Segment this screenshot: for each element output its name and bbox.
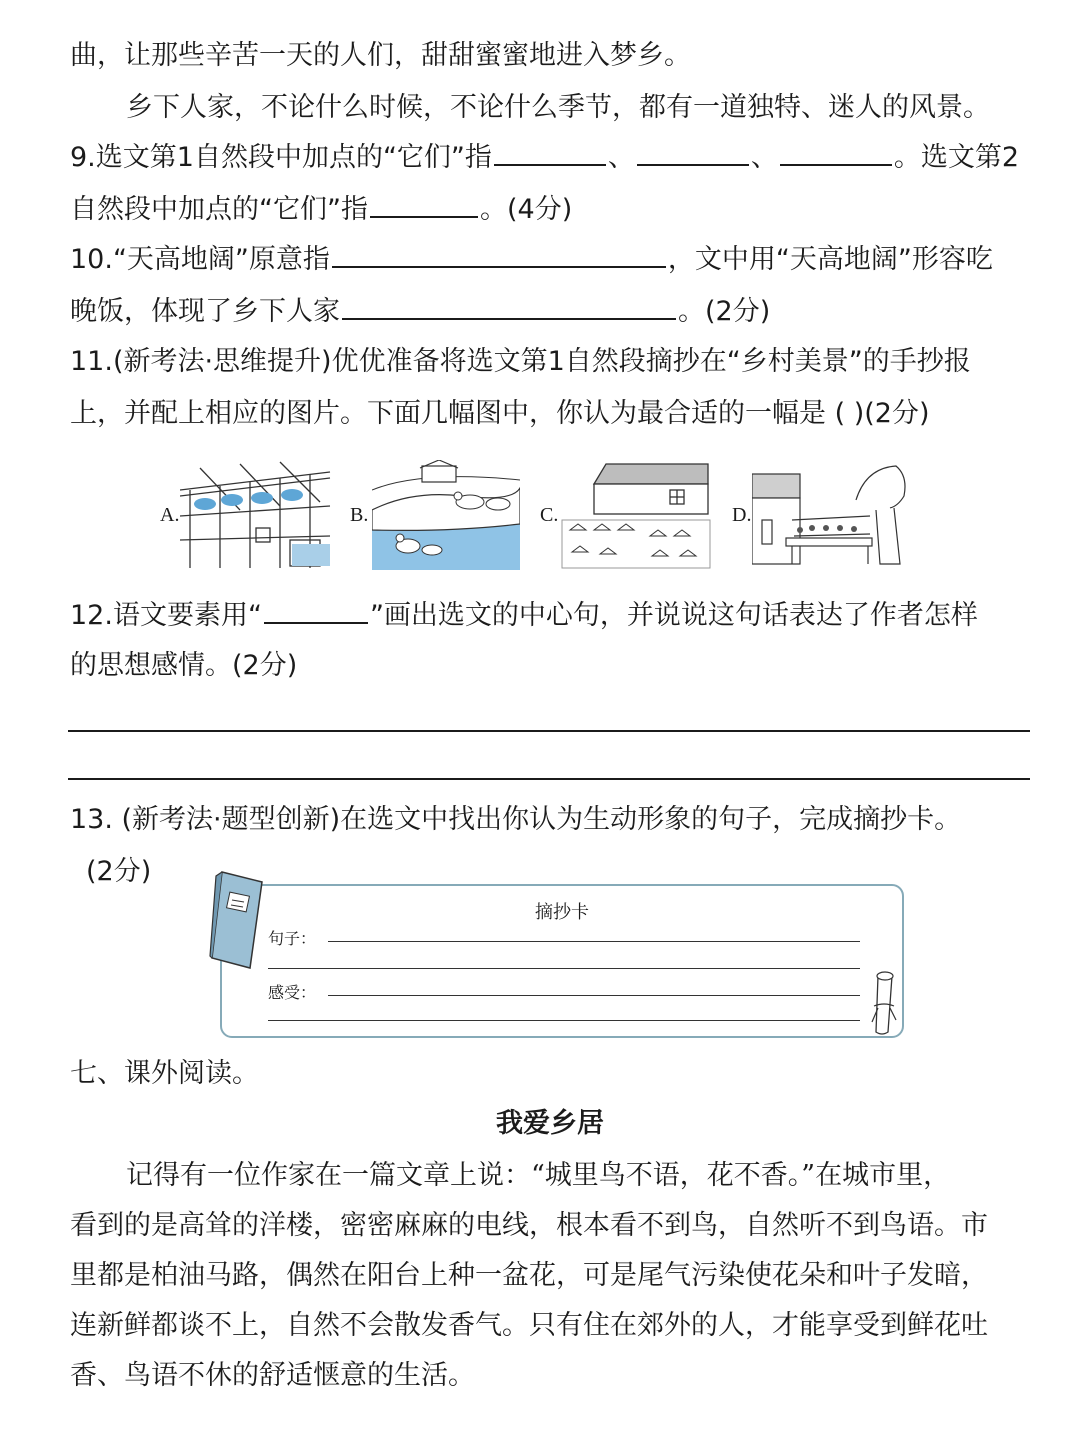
scroll-icon: [866, 968, 902, 1040]
q9-sep-2: 、: [750, 142, 778, 173]
question-11-line-2: 上，并配上相应的图片。下面几幅图中，你认为最合适的一幅是 ( )(2分): [70, 398, 930, 429]
sentence-line-1[interactable]: [328, 941, 860, 942]
sentence-label: 句子：: [268, 929, 317, 948]
q9-blank-3[interactable]: [780, 138, 892, 166]
excerpt-card: [220, 884, 904, 1038]
q10-blank-2[interactable]: [342, 292, 676, 320]
question-13-line-1: 13. (新考法·题型创新)在选文中找出你认为生动形象的句子，完成摘抄卡。: [70, 804, 962, 835]
q12-underline-sample: [264, 596, 368, 624]
question-12-line-2: 的思想感情。(2分): [70, 650, 298, 681]
q12-answer-line-1[interactable]: [68, 730, 1030, 732]
sentence-line-2[interactable]: [268, 968, 860, 969]
q9-text-2: 。选文第2: [893, 142, 1020, 173]
q12-answer-line-2[interactable]: [68, 778, 1030, 780]
q9-blank-1[interactable]: [494, 138, 606, 166]
option-a-picture[interactable]: [180, 460, 332, 570]
feeling-label: 感受：: [268, 983, 317, 1002]
question-9-line-2: [70, 190, 572, 230]
q10-blank-1[interactable]: [332, 240, 666, 268]
q12-text-2: ”画出选文的中心句，并说说这句话表达了作者怎样: [369, 600, 978, 631]
passage-line-1: 曲，让那些辛苦一天的人们，甜甜蜜蜜地进入梦乡。: [70, 40, 691, 71]
q9-text-1: 9.选文第1自然段中加点的“它们”指: [70, 142, 492, 173]
section-7-heading: 七、课外阅读。: [70, 1058, 259, 1089]
option-d-label[interactable]: D.: [732, 504, 752, 526]
q9-blank-2[interactable]: [637, 138, 749, 166]
reading-line-2: 看到的是高耸的洋楼，密密麻麻的电线，根本看不到鸟，自然听不到鸟语。市: [70, 1210, 988, 1241]
reading-line-1: 记得有一位作家在一篇文章上说：“城里鸟不语，花不香。”在城市里，: [126, 1160, 951, 1191]
question-13-points: (2分): [86, 856, 152, 887]
option-b-label[interactable]: B.: [350, 504, 369, 526]
feeling-line-1[interactable]: [328, 995, 860, 996]
reading-line-3: 里都是柏油马路，偶然在阳台上种一盆花，可是尾气污染使花朵和叶子发暗，: [70, 1260, 988, 1291]
q10-text-2: ，文中用“天高地阔”形容吃: [667, 244, 993, 275]
q9-blank-4[interactable]: [370, 190, 478, 218]
q12-text-1: 12.语文要素用“: [70, 600, 262, 631]
question-9-line-1: [70, 138, 1019, 178]
feeling-line-2[interactable]: [268, 1020, 860, 1021]
option-b-picture[interactable]: [372, 460, 520, 570]
q9-text-4: 。(4分): [479, 194, 573, 225]
option-c-label[interactable]: C.: [540, 504, 559, 526]
q9-text-3: 自然段中加点的“它们”指: [70, 194, 368, 225]
q10-text-3: 晚饭，体现了乡下人家: [70, 296, 340, 327]
question-10-line-1: [70, 240, 993, 280]
question-10-line-2: [70, 292, 770, 332]
notebook-icon: [208, 868, 266, 972]
reading-line-5: 香、鸟语不休的舒适惬意的生活。: [70, 1360, 475, 1391]
question-12-line-1: [70, 596, 978, 636]
option-a-label[interactable]: A.: [160, 504, 180, 526]
option-d-picture[interactable]: [752, 460, 910, 570]
option-c-picture[interactable]: [560, 460, 712, 570]
passage-line-2: 乡下人家，不论什么时候，不论什么季节，都有一道独特、迷人的风景。: [126, 92, 990, 123]
q9-sep-1: 、: [607, 142, 635, 173]
q10-text-1: 10.“天高地阔”原意指: [70, 244, 330, 275]
reading-line-4: 连新鲜都谈不上，自然不会散发香气。只有住在郊外的人，才能享受到鲜花吐: [70, 1310, 988, 1341]
question-11-line-1: 11.(新考法·思维提升)优优准备将选文第1自然段摘抄在“乡村美景”的手抄报: [70, 346, 971, 377]
excerpt-card-title: 摘抄卡: [535, 902, 589, 923]
q10-text-4: 。(2分): [678, 296, 771, 327]
reading-title: 我爱乡居: [496, 1108, 604, 1139]
